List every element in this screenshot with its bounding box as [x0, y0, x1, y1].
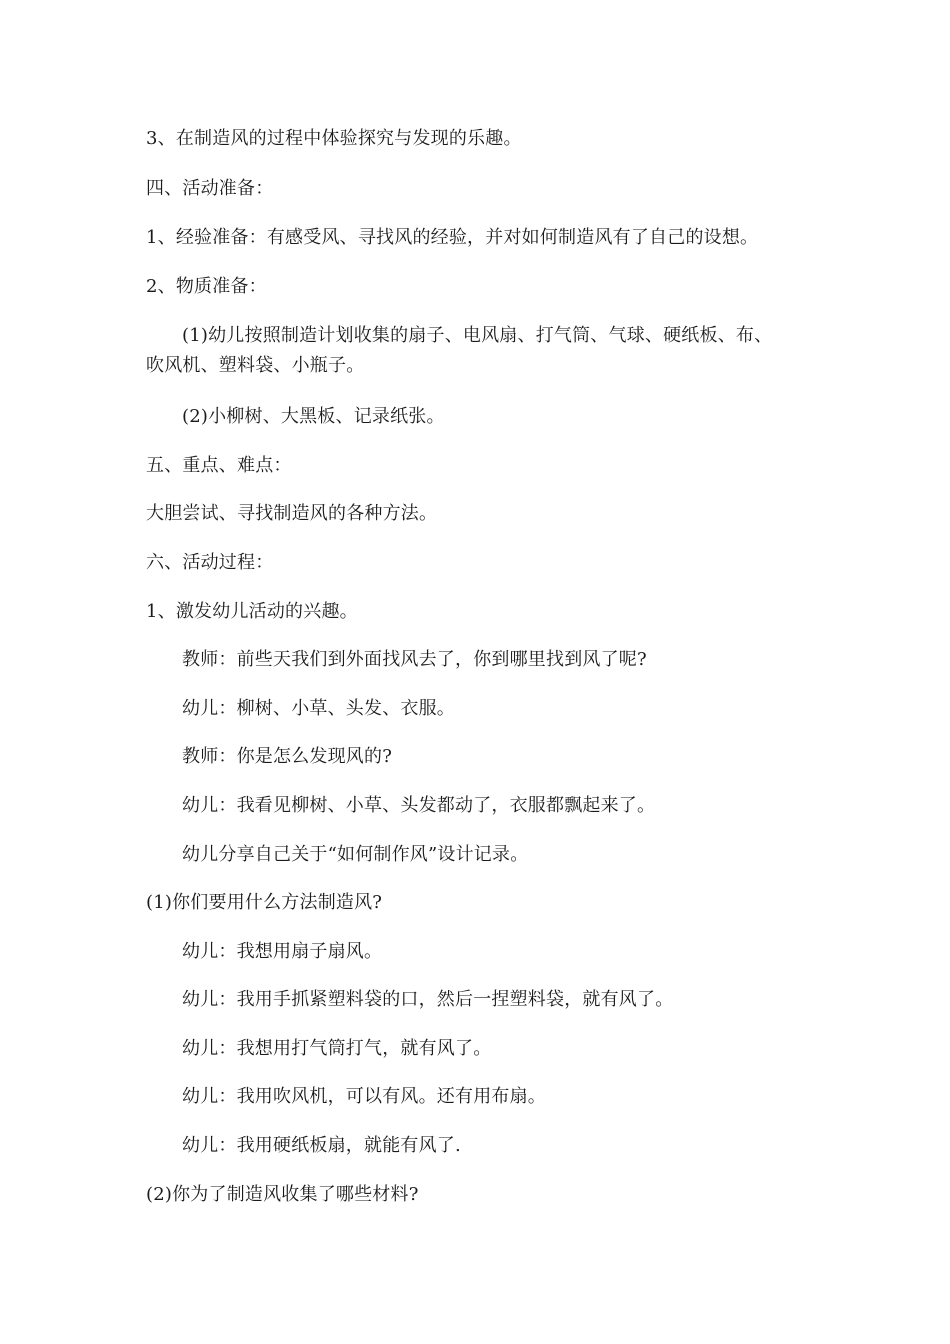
material-list-2-text: (2)小柳树、大黑板、记录纸张。	[182, 406, 445, 427]
section-5-heading: 五、重点、难点：	[146, 455, 292, 476]
section-6-heading: 六、活动过程：	[146, 552, 274, 573]
key-point-text: 大胆尝试、寻找制造风的各种方法。	[146, 503, 438, 524]
goal-3-text: 3、在制造风的过程中体验探究与发现的乐趣。	[146, 128, 522, 149]
material-prep-heading: 2、物质准备：	[146, 276, 267, 297]
dialogue-line: 幼儿：我看见柳树、小草、头发都动了，衣服都飘起来了。	[182, 795, 656, 816]
question-1-text: (1)你们要用什么方法制造风?	[146, 892, 383, 913]
material-list-1-continued: 吹风机、塑料袋、小瓶子。	[146, 355, 365, 376]
dialogue-line: 幼儿：我用吹风机，可以有风。还有用布扇。	[182, 1086, 546, 1107]
section-4-heading: 四、活动准备：	[146, 178, 274, 199]
dialogue-line: 幼儿：我想用打气筒打气，就有风了。	[182, 1038, 492, 1059]
dialogue-line: 幼儿：我用硬纸板扇，就能有风了.	[182, 1135, 461, 1156]
dialogue-line: 幼儿：柳树、小草、头发、衣服。	[182, 698, 455, 719]
sharing-text: 幼儿分享自己关于“如何制作风”设计记录。	[182, 844, 529, 865]
dialogue-line: 幼儿：我想用扇子扇风。	[182, 941, 383, 962]
dialogue-line: 教师：前些天我们到外面找风去了，你到哪里找到风了呢?	[182, 649, 647, 670]
material-list-1-text: (1)幼儿按照制造计划收集的扇子、电风扇、打气筒、气球、硬纸板、布、	[182, 325, 773, 346]
dialogue-line: 幼儿：我用手抓紧塑料袋的口，然后一捏塑料袋，就有风了。	[182, 989, 674, 1010]
experience-prep-text: 1、经验准备：有感受风、寻找风的经验，并对如何制造风有了自己的设想。	[146, 227, 759, 248]
process-step-1-heading: 1、激发幼儿活动的兴趣。	[146, 601, 358, 622]
question-2-text: (2)你为了制造风收集了哪些材料?	[146, 1184, 419, 1205]
dialogue-line: 教师：你是怎么发现风的?	[182, 746, 393, 767]
